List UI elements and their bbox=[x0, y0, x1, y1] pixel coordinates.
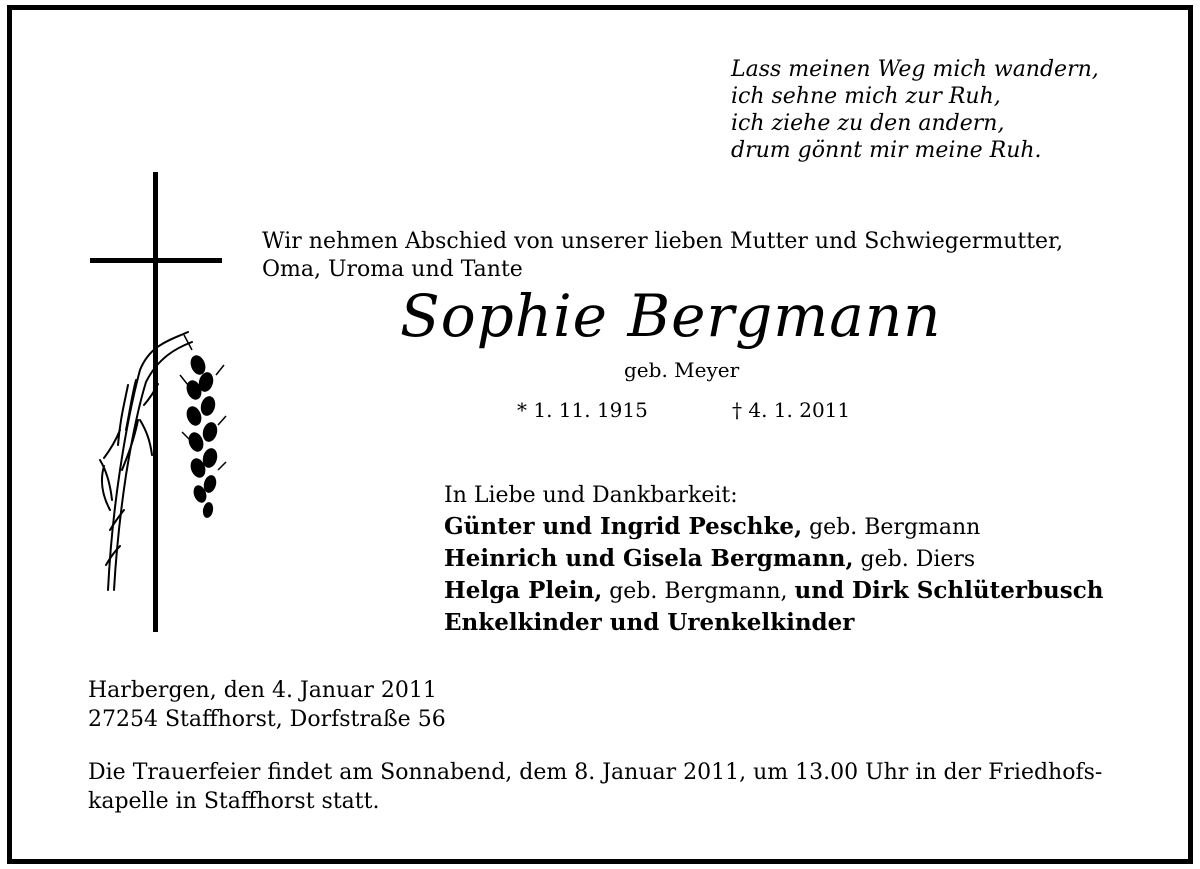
address-block bbox=[88, 676, 446, 734]
mourner-name: Heinrich und Gisela Bergmann, bbox=[444, 545, 854, 572]
cross-with-grain-icon bbox=[80, 170, 230, 640]
mourner-name: und Dirk Schlüterbusch bbox=[794, 577, 1104, 604]
mourner-row bbox=[444, 511, 1103, 543]
mourner-row bbox=[444, 543, 1103, 575]
poem-line: drum gönnt mir meine Ruh. bbox=[731, 138, 1042, 163]
intro-line-2: Oma, Uroma und Tante bbox=[262, 257, 523, 282]
poem bbox=[731, 56, 1099, 164]
mourner-note: geb. Bergmann, bbox=[602, 579, 795, 604]
mourner-note: geb. Bergmann bbox=[802, 515, 981, 540]
poem-line: ich sehne mich zur Ruh, bbox=[731, 84, 1001, 109]
maiden-name: geb. Meyer bbox=[624, 358, 740, 382]
mourner-row bbox=[444, 575, 1103, 607]
mourner-name: Helga Plein, bbox=[444, 577, 603, 604]
poem-line: Lass meinen Weg mich wandern, bbox=[731, 57, 1099, 82]
mourner-name: Günter und Ingrid Peschke, bbox=[444, 513, 803, 540]
service-line-1: Die Trauerfeier findet am Sonnabend, dem 8. Januar 2011, um 13.00 Uhr in der Friedhofs- bbox=[88, 760, 1103, 785]
place-date: Harbergen, den 4. Januar 2011 bbox=[88, 678, 437, 703]
birth-date: * 1. 11. 1915 bbox=[517, 398, 648, 422]
street-address: 27254 Staffhorst, Dorfstraße 56 bbox=[88, 707, 446, 732]
mourner-note: geb. Diers bbox=[853, 547, 976, 572]
poem-line: ich ziehe zu den andern, bbox=[731, 111, 1005, 136]
service-info bbox=[88, 758, 1102, 816]
mourners-block bbox=[444, 480, 1103, 639]
mourner-name: Enkelkinder und Urenkelkinder bbox=[444, 609, 855, 636]
intro-line-1: Wir nehmen Abschied von unserer lieben Mutter und Schwiegermutter, bbox=[262, 229, 1064, 254]
service-line-2: kapelle in Staffhorst statt. bbox=[88, 789, 380, 814]
mourner-row bbox=[444, 607, 1103, 639]
mourners-heading: In Liebe und Dankbarkeit: bbox=[444, 483, 738, 508]
death-date: † 4. 1. 2011 bbox=[732, 398, 851, 422]
deceased-name: Sophie Bergmann bbox=[400, 282, 942, 350]
